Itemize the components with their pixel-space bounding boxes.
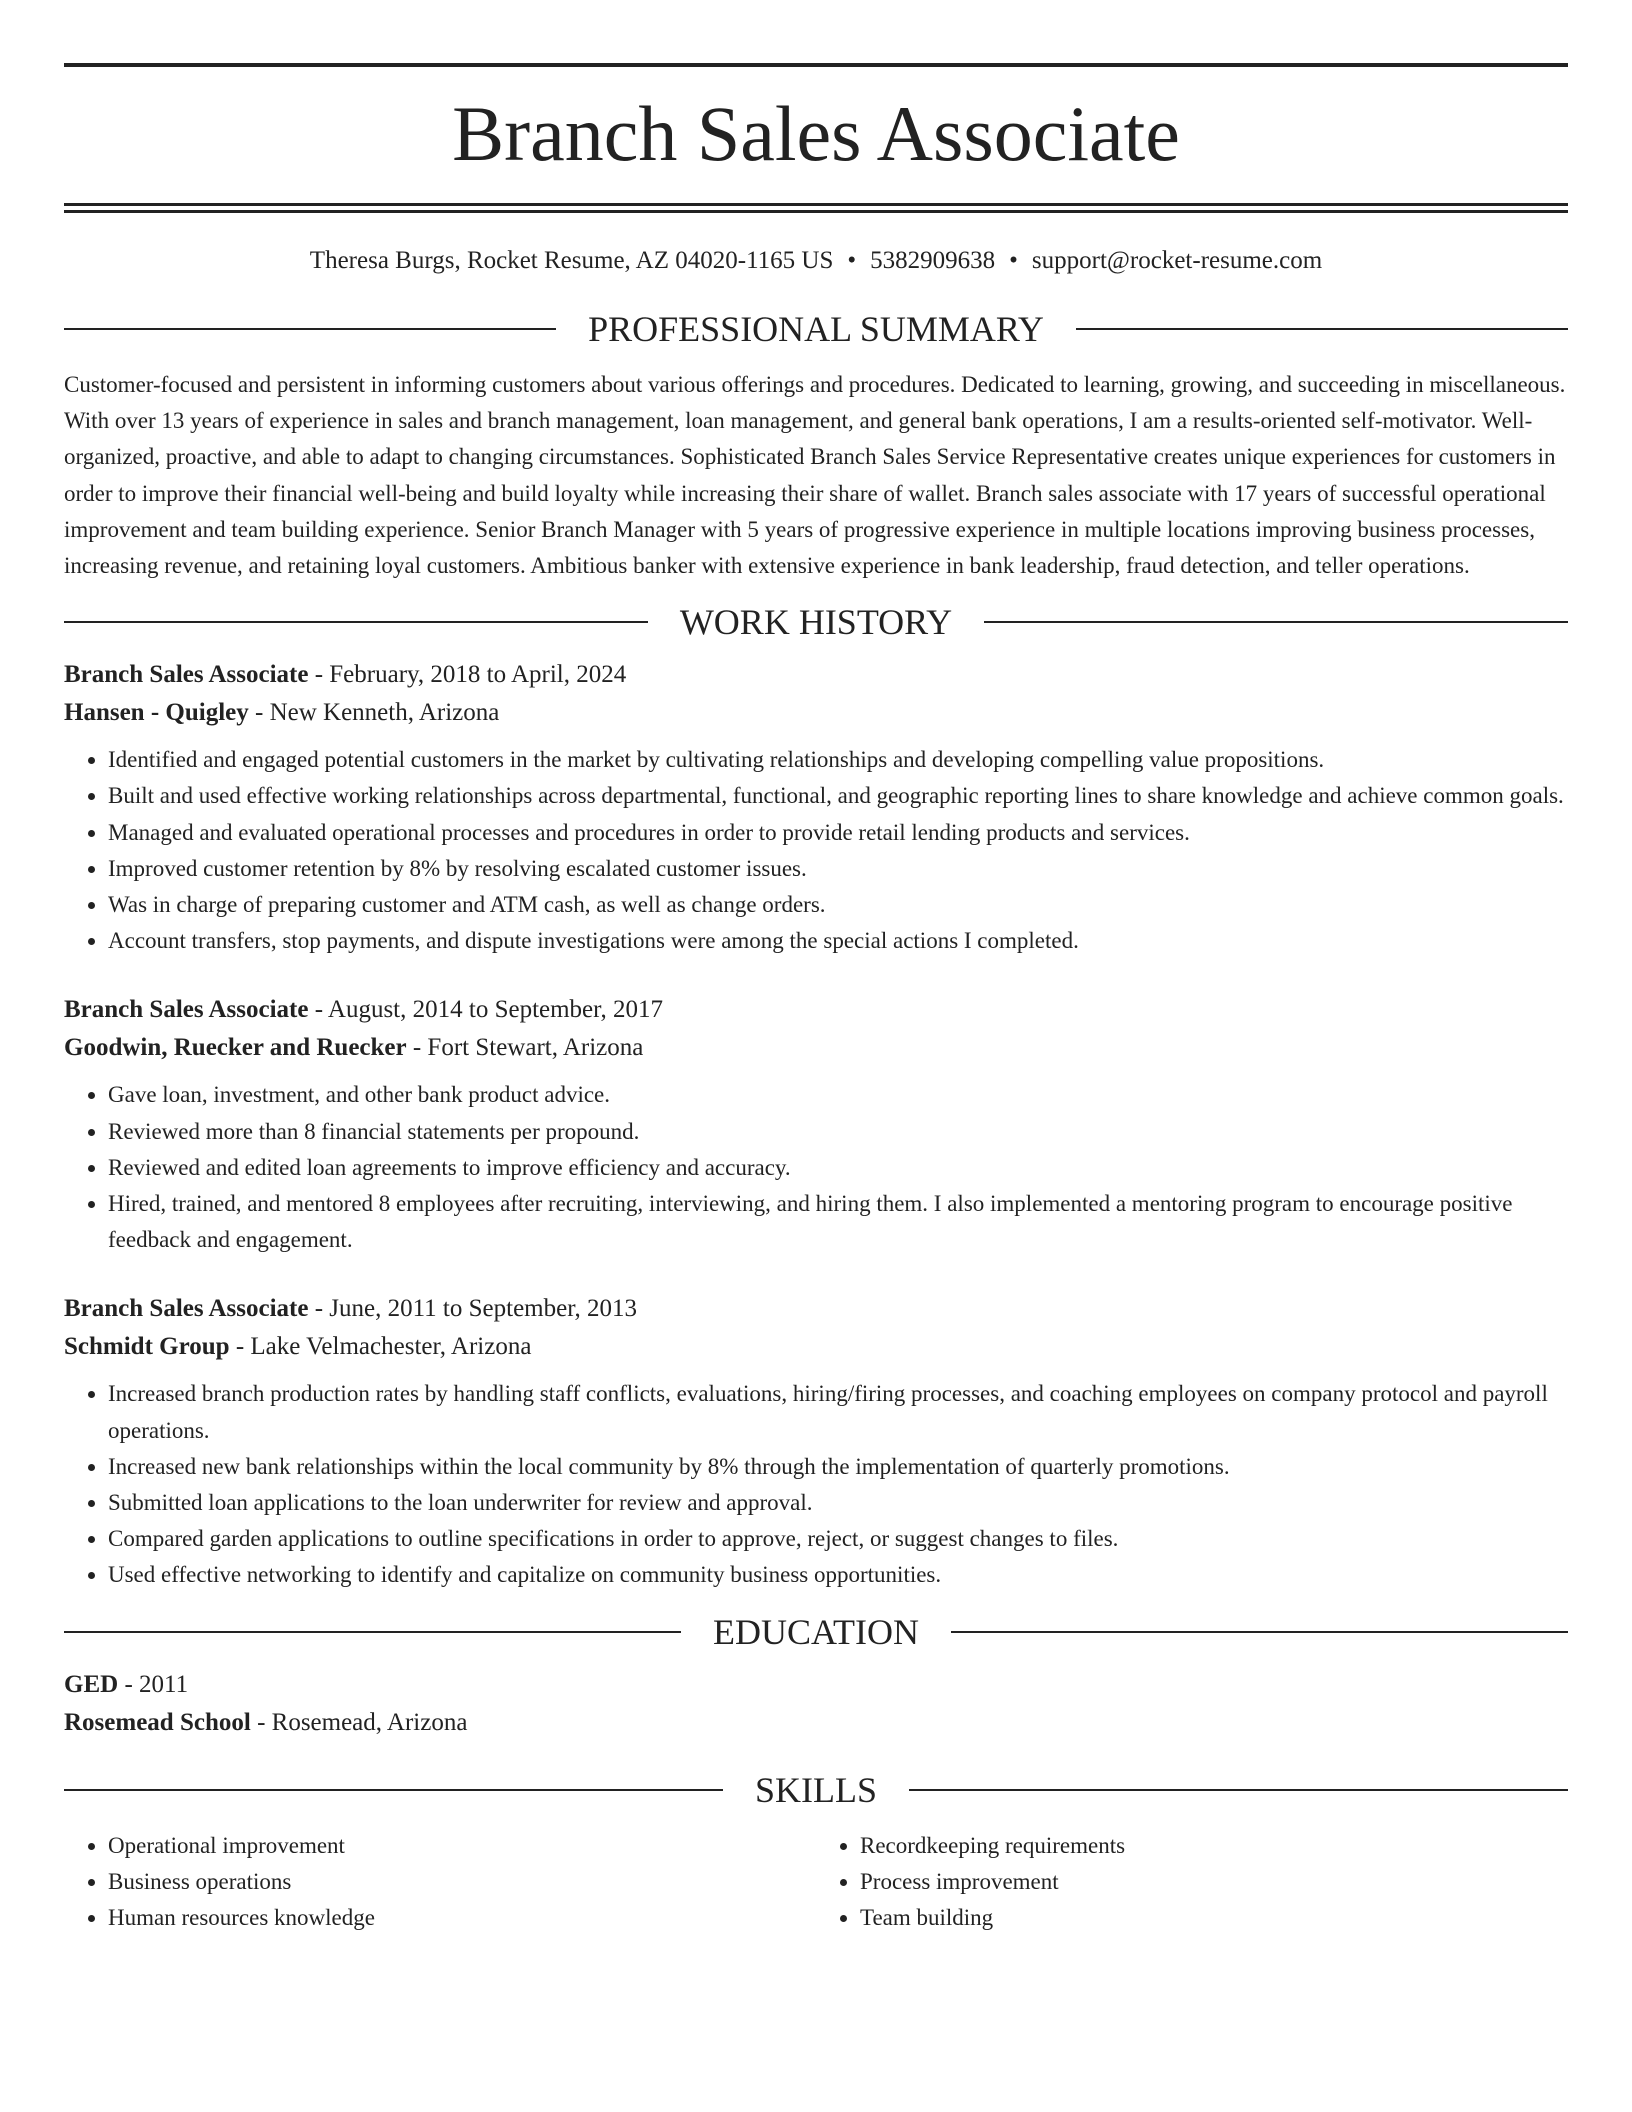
job-bullet: • Managed and evaluated operational processes and procedures in order to provide retail lending products and services. xyxy=(108,815,1568,851)
skill-item: • Team building xyxy=(860,1900,1568,1936)
double-rule xyxy=(64,203,1568,213)
job-bullet: • Hired, trained, and mentored 8 employees after recruiting, interviewing, and hiring them. I also implemented a mentoring program to encourage positive feedback and engagement. xyxy=(108,1186,1568,1258)
contact-separator: • xyxy=(847,247,857,274)
job-title-line xyxy=(64,656,1568,694)
work-heading-label: WORK HISTORY xyxy=(679,602,953,643)
education-degree-line xyxy=(64,1666,1568,1704)
job-entry xyxy=(64,1290,1568,1593)
top-rule xyxy=(64,63,1568,67)
contact-phone: 5382909638 xyxy=(870,247,996,274)
heading-rule xyxy=(909,1789,1568,1791)
job-company: Goodwin, Ruecker and Ruecker xyxy=(64,1034,407,1062)
job-dates: - June, 2011 to September, 2013 xyxy=(308,1295,638,1323)
heading-rule xyxy=(64,328,556,330)
education-entry xyxy=(64,1666,1568,1742)
contact-email: support@rocket-resume.com xyxy=(1031,247,1323,274)
work-section-heading xyxy=(64,600,1568,644)
job-dates: - August, 2014 to September, 2017 xyxy=(308,996,663,1024)
job-company-line xyxy=(64,1029,1568,1067)
skills-list-right xyxy=(816,1828,1568,1937)
job-company: Hansen - Quigley xyxy=(64,699,249,727)
skill-item: • Process improvement xyxy=(860,1864,1568,1900)
contact-address: Theresa Burgs, Rocket Resume, AZ 04020-1165 US xyxy=(309,247,834,274)
skills-heading-label: SKILLS xyxy=(755,1769,878,1810)
job-dates: - February, 2018 to April, 2024 xyxy=(308,661,627,689)
heading-rule xyxy=(951,1631,1568,1633)
job-location: - New Kenneth, Arizona xyxy=(248,699,500,727)
education-year: - 2011 xyxy=(118,1670,189,1698)
job-company-line xyxy=(64,694,1568,732)
job-bullet-list xyxy=(64,1077,1568,1258)
job-entry xyxy=(64,991,1568,1258)
job-bullet: • Built and used effective working relationships across departmental, functional, and geographic reporting lines to share knowledge and achieve common goals. xyxy=(108,778,1568,814)
job-bullet: • Improved customer retention by 8% by resolving escalated customer issues. xyxy=(108,851,1568,887)
skills-columns xyxy=(64,1828,1568,1937)
skills-list-left xyxy=(64,1828,816,1937)
education-section-heading xyxy=(64,1610,1568,1654)
job-location: - Lake Velmachester, Arizona xyxy=(229,1333,532,1361)
skills-section-heading xyxy=(64,1768,1568,1812)
job-company: Schmidt Group xyxy=(64,1333,230,1361)
job-entry xyxy=(64,656,1568,959)
job-location: - Fort Stewart, Arizona xyxy=(406,1034,644,1062)
education-location: - Rosemead, Arizona xyxy=(250,1708,468,1736)
summary-heading-label: PROFESSIONAL SUMMARY xyxy=(588,309,1044,349)
skill-item: • Business operations xyxy=(108,1864,816,1900)
contact-separator: • xyxy=(1009,247,1018,274)
job-bullet: • Account transfers, stop payments, and dispute investigations were among the special actions I completed. xyxy=(108,923,1568,959)
heading-rule xyxy=(64,1631,681,1633)
job-bullet: • Compared garden applications to outline specifications in order to approve, reject, or suggest changes to files. xyxy=(108,1521,1568,1557)
job-title-line xyxy=(64,991,1568,1029)
heading-rule xyxy=(1076,328,1568,330)
job-bullet: • Reviewed more than 8 financial statements per propound. xyxy=(108,1114,1568,1150)
job-title: Branch Sales Associate xyxy=(64,1295,309,1323)
job-title: Branch Sales Associate xyxy=(64,661,309,689)
heading-rule xyxy=(64,1789,723,1791)
summary-text: Customer-focused and persistent in informing customers about various offerings and procedures. Dedicated to learning, growing, and succeeding in miscellaneous. With over 13 years of experience in sales and branch management, loan management, and general bank operations, I am a results-oriented self-motivator. Well-organized, proactive, and able to adapt to changing circumstances. Sophisticated Branch Sales Service Representative creates unique experiences for customers in order to improve their financial well-being and build loyalty while increasing their share of wallet. Branch sales associate with 17 years of successful operational improvement and team building experience. Senior Branch Manager with 5 years of progressive experience in multiple locations improving business processes, increasing revenue, and retaining loyal customers. Ambitious banker with extensive experience in bank leadership, fraud detection, and teller operations. xyxy=(64,372,1566,579)
contact-line xyxy=(64,245,1568,277)
job-bullet-list xyxy=(64,742,1568,959)
job-title-line xyxy=(64,1290,1568,1328)
education-heading-label: EDUCATION xyxy=(713,1611,919,1652)
heading-rule xyxy=(64,621,648,623)
job-bullet: • Increased new bank relationships within the local community by 8% through the implementation of quarterly promotions. xyxy=(108,1449,1568,1485)
resume-title: Branch Sales Associate xyxy=(452,90,1180,177)
job-bullet-list xyxy=(64,1376,1568,1593)
job-bullet: • Increased branch production rates by handling staff conflicts, evaluations, hiring/firing processes, and coaching employees on company protocol and payroll operations. xyxy=(108,1376,1568,1448)
job-bullet: • Submitted loan applications to the loan underwriter for review and approval. xyxy=(108,1485,1568,1521)
job-bullet: • Was in charge of preparing customer and ATM cash, as well as change orders. xyxy=(108,887,1568,923)
job-bullet: • Reviewed and edited loan agreements to improve efficiency and accuracy. xyxy=(108,1150,1568,1186)
job-bullet: • Gave loan, investment, and other bank product advice. xyxy=(108,1077,1568,1113)
summary-section-heading xyxy=(64,307,1568,351)
skill-item: • Recordkeeping requirements xyxy=(860,1828,1568,1864)
heading-rule xyxy=(984,621,1568,623)
skill-item: • Operational improvement xyxy=(108,1828,816,1864)
skill-item: • Human resources knowledge xyxy=(108,1900,816,1936)
education-school-line xyxy=(64,1704,1568,1742)
job-bullet: • Used effective networking to identify and capitalize on community business opportunities. xyxy=(108,1557,1568,1593)
education-school: Rosemead School xyxy=(64,1708,251,1736)
job-title: Branch Sales Associate xyxy=(64,996,309,1024)
job-bullet: • Identified and engaged potential customers in the market by cultivating relationships and developing compelling value propositions. xyxy=(108,742,1568,778)
job-company-line xyxy=(64,1328,1568,1366)
education-degree: GED xyxy=(64,1670,119,1698)
